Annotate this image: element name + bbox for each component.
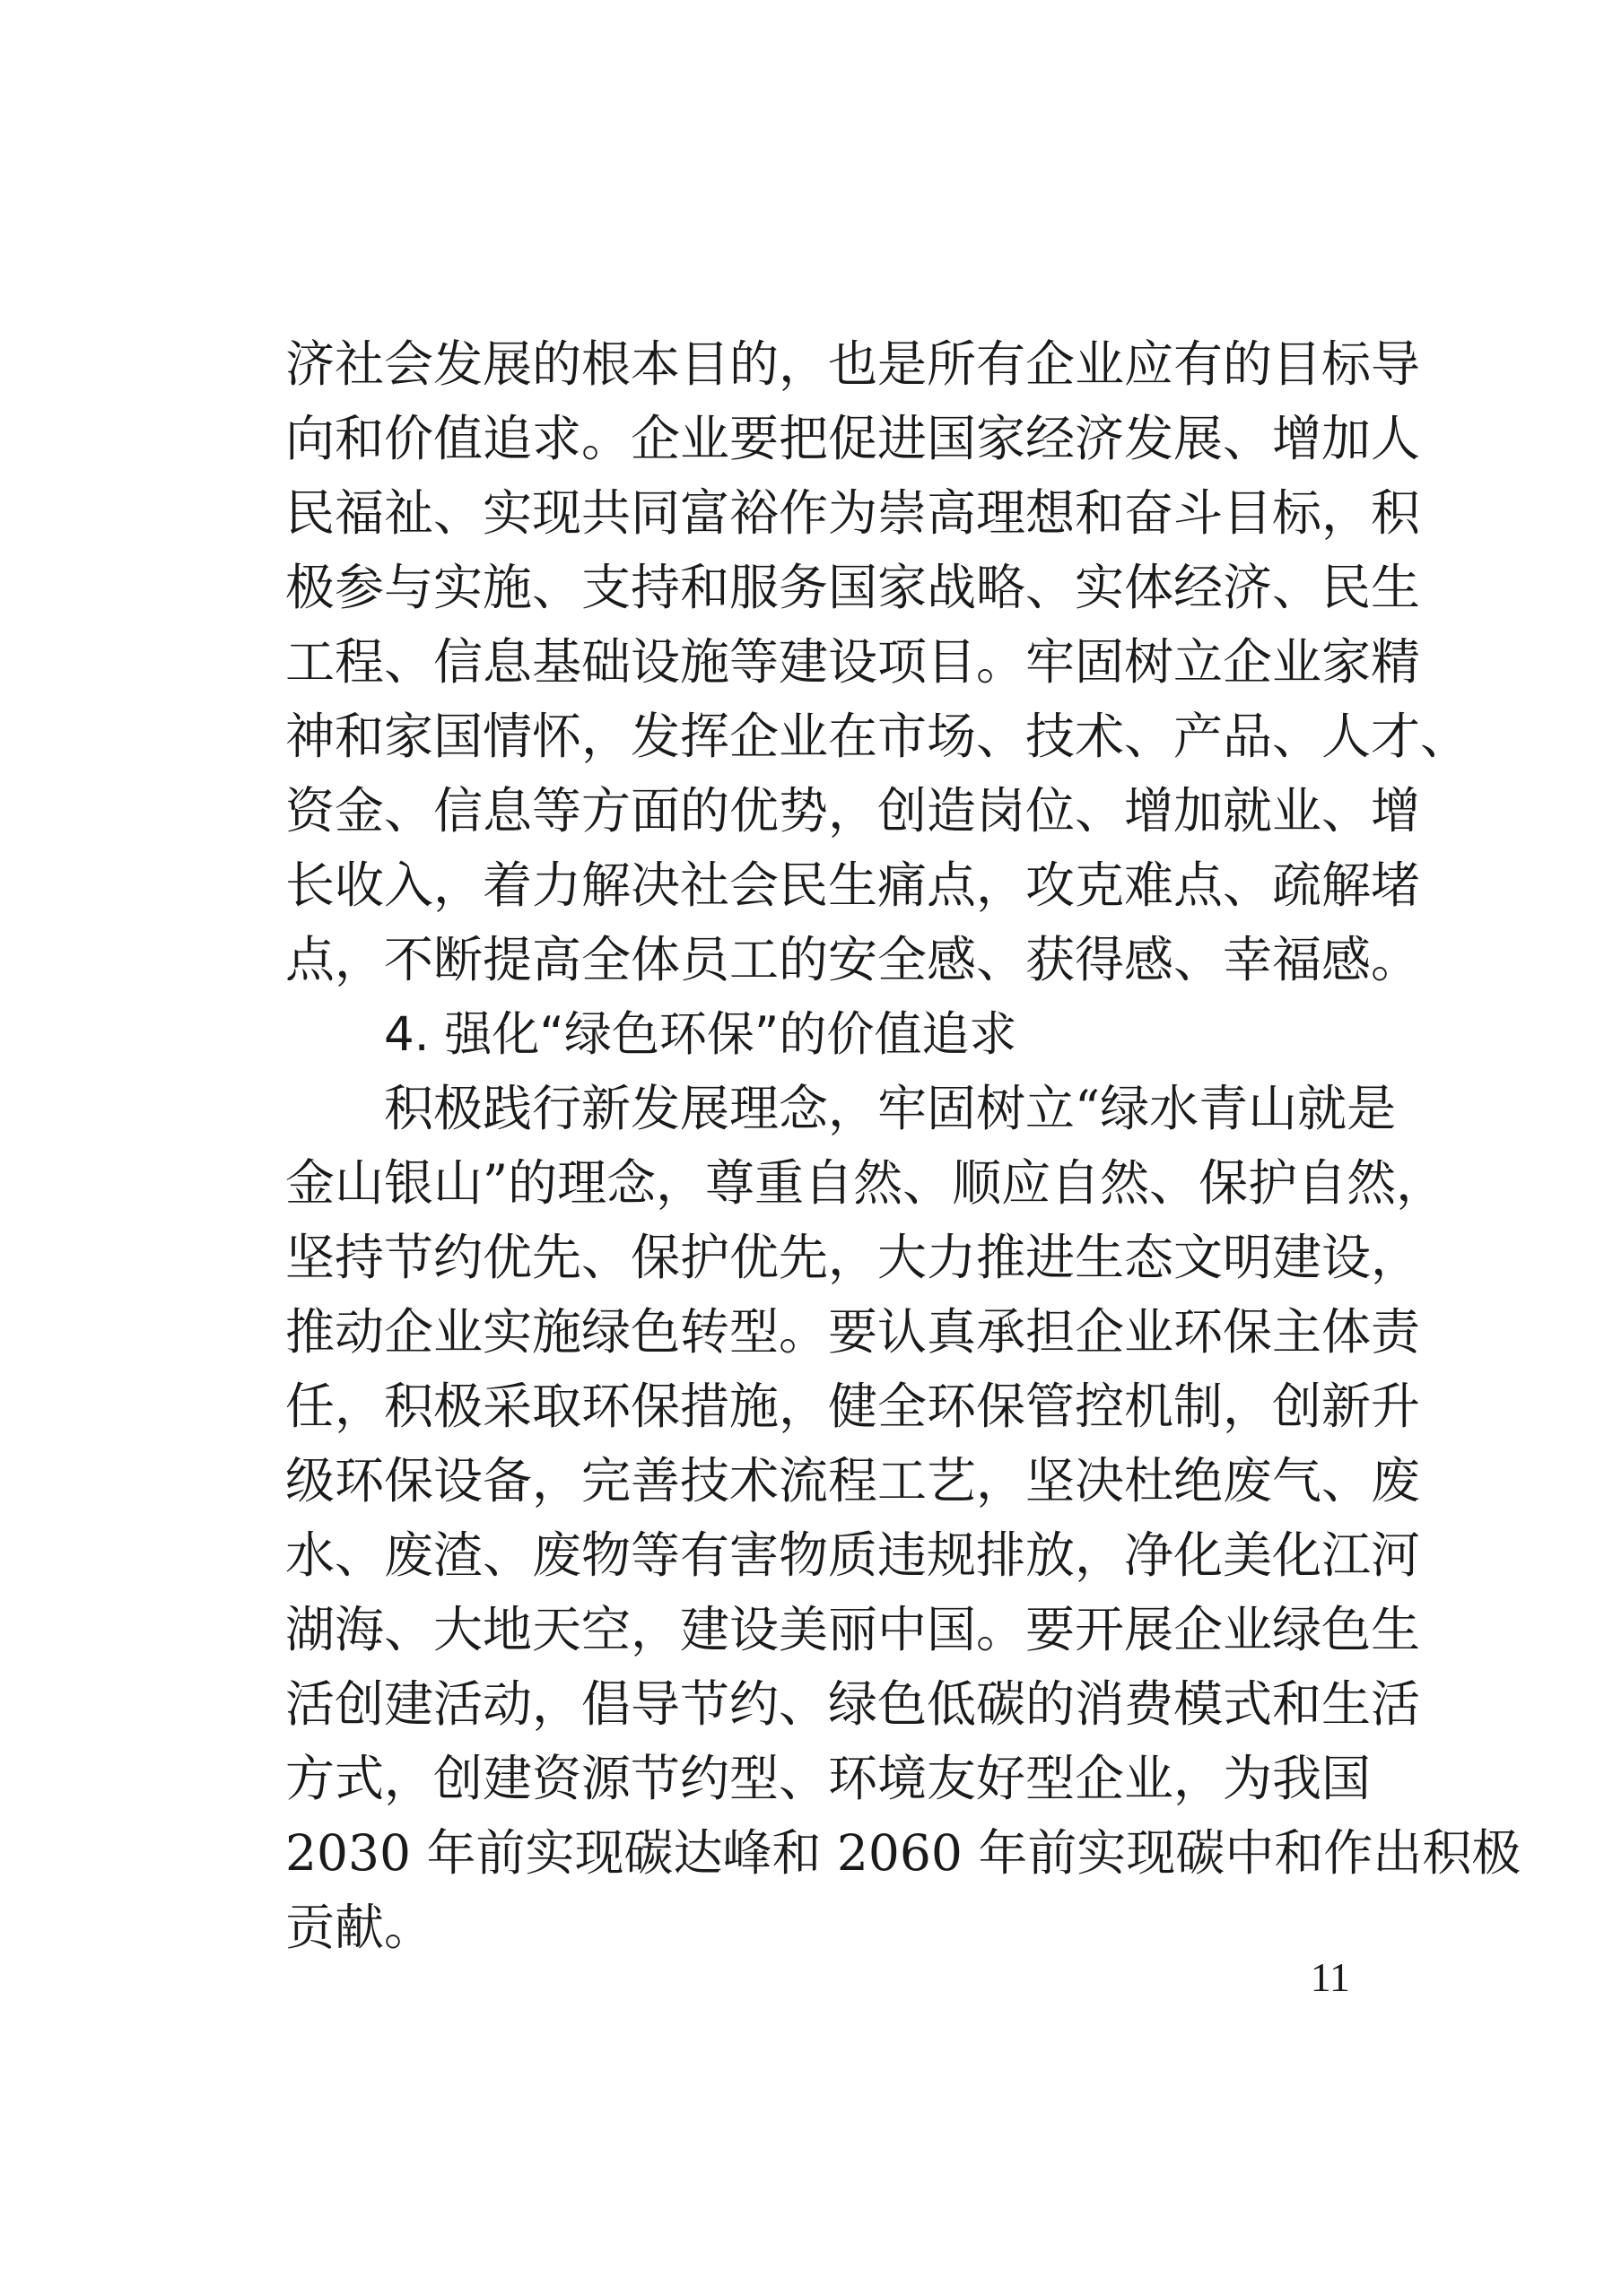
paragraph-1-line-6: 神和家国情怀，发挥企业在市场、技术、产品、人才、 (285, 708, 1470, 765)
body-text (285, 327, 1521, 1965)
paragraph-1-line-9: 点，不断提高全体员工的安全感、获得感、幸福感。 (285, 931, 1421, 988)
paragraph-1-line-5: 工程、信息基础设施等建设项目。牢固树立企业家精 (285, 633, 1421, 691)
paragraph-2-line-12: 贡献。 (285, 1899, 434, 1956)
paragraph-1-line-4: 极参与实施、支持和服务国家战略、实体经济、民生 (285, 559, 1421, 616)
paragraph-1-line-3: 民福祉、实现共同富裕作为崇高理想和奋斗目标，积 (285, 484, 1421, 542)
page-number: 11 (1310, 1954, 1350, 2000)
paragraph-2-line-3: 坚持节约优先、保护优先，大力推进生态文明建设， (285, 1229, 1421, 1286)
paragraph-1-line-2: 向和价值追求。企业要把促进国家经济发展、增加人 (285, 410, 1421, 467)
paragraph-2-line-5: 任，积极采取环保措施，健全环保管控机制，创新升 (285, 1378, 1421, 1435)
paragraph-2-line-2: 金山银山”的理念，尊重自然、顺应自然、保护自然， (285, 1154, 1446, 1212)
paragraph-1-line-7: 资金、信息等方面的优势，创造岗位、增加就业、增 (285, 782, 1421, 839)
paragraph-2-line-7: 水、废渣、废物等有害物质违规排放，净化美化江河 (285, 1526, 1421, 1584)
paragraph-2-line-8: 湖海、大地天空，建设美丽中国。要开展企业绿色生 (285, 1601, 1421, 1658)
paragraph-1-line-8: 长收入，着力解决社会民生痛点，攻克难点、疏解堵 (285, 857, 1421, 914)
paragraph-2-line-4: 推动企业实施绿色转型。要认真承担企业环保主体责 (285, 1303, 1421, 1361)
paragraph-2-line-9: 活创建活动，倡导节约、绿色低碳的消费模式和生活 (285, 1675, 1421, 1733)
paragraph-2-line-10: 方式，创建资源节约型、环境友好型企业，为我国 (285, 1750, 1372, 1807)
paragraph-1-line-1: 济社会发展的根本目的，也是所有企业应有的目标导 (285, 335, 1421, 393)
section-heading: 4. 强化“绿色环保”的价值追求 (384, 1007, 1017, 1062)
paragraph-2-line-11: 2030 年前实现碳达峰和 2060 年前实现碳中和作出积极 (285, 1824, 1521, 1882)
paragraph-2-line-1: 积极践行新发展理念，牢固树立“绿水青山就是 (384, 1080, 1397, 1137)
paragraph-2-line-6: 级环保设备，完善技术流程工艺，坚决杜绝废气、废 (285, 1452, 1421, 1509)
